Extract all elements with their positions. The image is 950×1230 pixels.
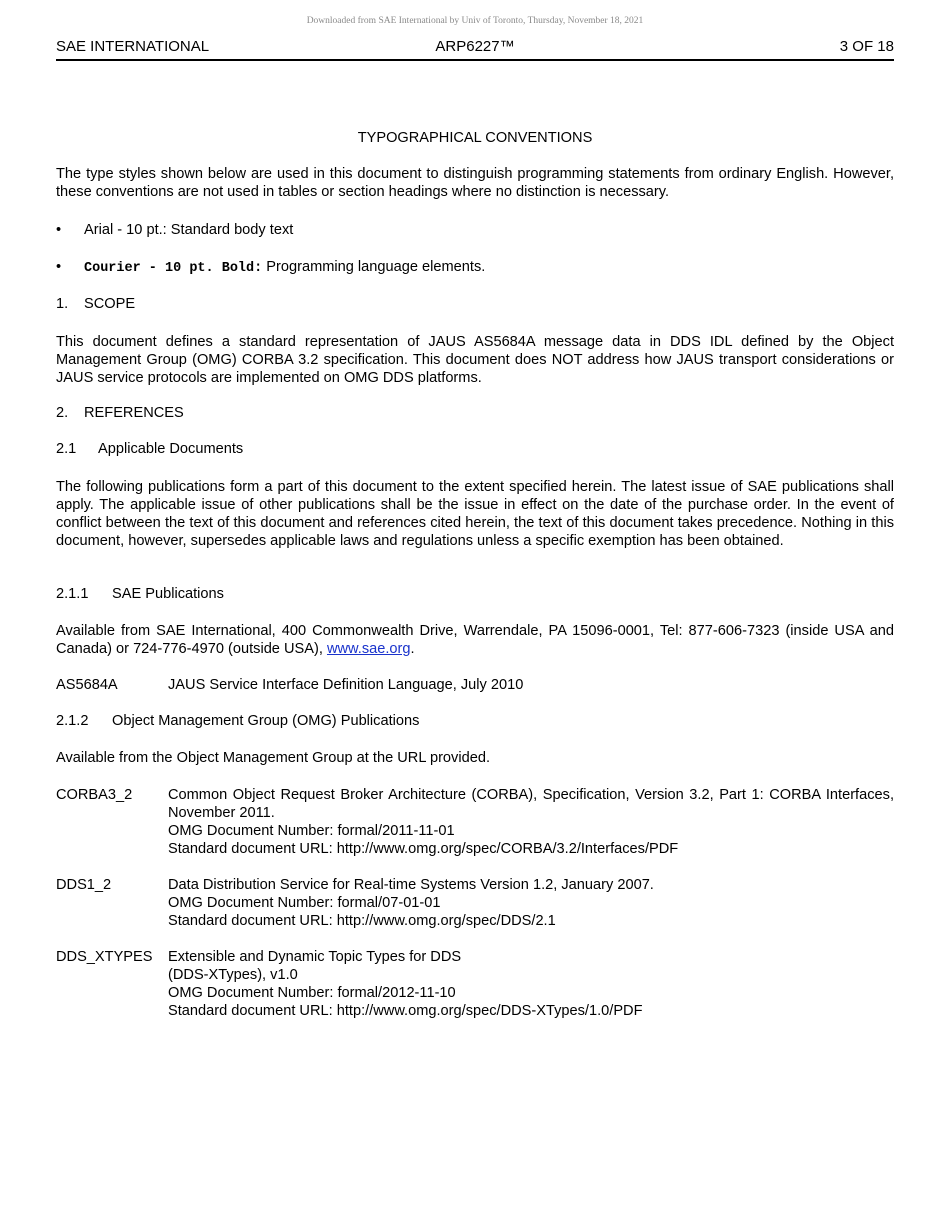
reference-body: [168, 676, 894, 694]
scope-paragraph: This document defines a standard representation of JAUS AS5684A message data in DDS IDL defined by the Object Management Group (OMG) CORBA 3.2 specification. This document does NOT address how JAUS transport considerations or JAUS service protocols are implemented on OMG DDS platforms.: [56, 334, 894, 386]
section-title: Applicable Documents: [98, 441, 244, 457]
header-document-number: ARP6227™: [435, 38, 515, 55]
section-title: Object Management Group (OMG) Publications: [112, 713, 420, 729]
typographical-conventions-title: TYPOGRAPHICAL CONVENTIONS: [357, 130, 593, 146]
applicable-documents-paragraph: The following publications form a part of this document to the extent specified herein. The latest issue of SAE publications shall apply. The applicable issue of other publications shall be the issue in effect on the date of the purchase order. In the event of conflict between the text of this document and references cited herein, the text of this document takes precedence. Nothing in this document, however, supersedes applicable laws and regulations unless a specific exemption has been obtained.: [56, 479, 894, 549]
reference-key: CORBA3_2: [56, 787, 133, 803]
reference-url: Standard document URL: http://www.omg.org/spec/DDS-XTypes/1.0/PDF: [168, 1003, 643, 1019]
reference-document-number: OMG Document Number: formal/2011-11-01: [168, 823, 455, 839]
sae-availability-text: Available from SAE International, 400 Commonwealth Drive, Warrendale, PA 15096-0001, Tel: 877-606-7323 (inside USA and Canada) or 724-776-4970 (outside USA),: [56, 623, 894, 657]
section-title: REFERENCES: [84, 405, 184, 421]
omg-availability-paragraph: Available from the Object Management Group at the URL provided.: [56, 750, 490, 766]
download-watermark: Downloaded from SAE International by Univ of Toronto, Thursday, November 18, 2021: [306, 16, 644, 26]
section-number: 1.: [56, 296, 69, 312]
header-organization: SAE INTERNATIONAL: [56, 38, 210, 55]
bullet-marker: •: [56, 259, 62, 275]
section-title: SCOPE: [84, 296, 136, 312]
reference-body: [168, 786, 894, 858]
header-page-number: 3 OF 18: [839, 38, 894, 55]
section-number: 2.: [56, 405, 69, 421]
reference-body: [168, 876, 894, 930]
bullet-marker: •: [56, 222, 62, 238]
section-number: 2.1.2: [56, 713, 89, 729]
reference-key: DDS_XTYPES: [56, 949, 153, 965]
reference-document-number: OMG Document Number: formal/07-01-01: [168, 895, 441, 911]
bullet-text: Arial - 10 pt.: Standard body text: [84, 222, 294, 238]
reference-key: AS5684A: [56, 677, 118, 693]
reference-line: JAUS Service Interface Definition Language, July 2010: [168, 677, 524, 693]
bullet-mono-sample: Courier - 10 pt. Bold:: [84, 261, 263, 276]
reference-version: (DDS-XTypes), v1.0: [168, 967, 298, 983]
bullet-text: [84, 258, 485, 278]
reference-description: Extensible and Dynamic Topic Types for DDS: [168, 949, 462, 965]
section-number: 2.1.1: [56, 586, 89, 602]
reference-document-number: OMG Document Number: formal/2012-11-10: [168, 985, 456, 1001]
reference-description: Data Distribution Service for Real-time Systems Version 1.2, January 2007.: [168, 877, 654, 893]
section-title: SAE Publications: [112, 586, 224, 602]
page-header: [56, 38, 894, 58]
sae-availability-paragraph: [56, 622, 894, 658]
sae-website-link[interactable]: www.sae.org: [326, 641, 411, 657]
reference-url: Standard document URL: http://www.omg.org/spec/CORBA/3.2/Interfaces/PDF: [168, 841, 679, 857]
reference-url: Standard document URL: http://www.omg.org/spec/DDS/2.1: [168, 913, 556, 929]
section-number: 2.1: [56, 441, 77, 457]
header-rule: [56, 59, 894, 61]
reference-description: Common Object Request Broker Architecture (CORBA), Specification, Version 3.2, Part 1: CORBA Interfaces, November 2011.: [168, 787, 894, 821]
bullet-description: Programming language elements.: [262, 259, 486, 275]
reference-body: [168, 948, 894, 1020]
reference-key: DDS1_2: [56, 877, 112, 893]
sae-availability-period: .: [410, 641, 415, 657]
typographical-intro: The type styles shown below are used in this document to distinguish programming statements from ordinary English. However, these conventions are not used in tables or section headings where no distinction is necessary.: [56, 166, 894, 200]
